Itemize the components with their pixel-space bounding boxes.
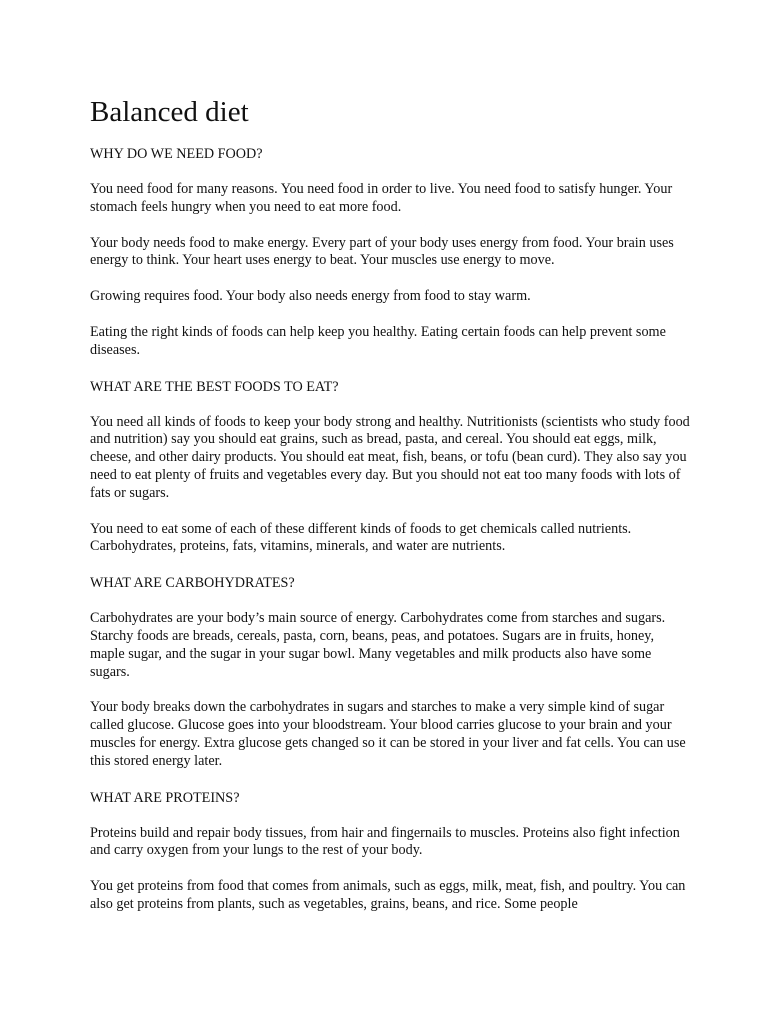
section-best-foods [90,378,690,557]
section-why-food [90,145,690,360]
section-heading: WHAT ARE THE BEST FOODS TO EAT? [90,378,339,395]
document-page [90,94,690,932]
paragraph: Growing requires food. Your body also needs energy from food to stay warm. [90,288,531,305]
paragraph: Carbohydrates are your body’s main source of energy. Carbohydrates come from starches and sugars. Starchy foods are breads, cereals, pasta, corn, beans, peas, and potatoes. Sugars are in fruits, honey, maple sugar, and the sugar in your sugar bowl. Many vegetables and milk products also have some sugars. [90,610,666,680]
section-carbohydrates [90,574,690,770]
paragraph: Your body needs food to make energy. Every part of your body uses energy from food. Your brain uses energy to think. Your heart uses energy to beat. Your muscles use energy to move. [90,234,674,269]
paragraph: Proteins build and repair body tissues, from hair and fingernails to muscles. Proteins also fight infection and carry oxygen from your lungs to the rest of your body. [90,824,680,859]
paragraph: You need all kinds of foods to keep your body strong and healthy. Nutritionists (scientists who study food and nutrition) say you should eat grains, such as bread, pasta, and cereal. You should eat eggs, milk, cheese, and other dairy products. You should eat meat, fish, beans, or tofu (bean curd). They also say you need to eat plenty of fruits and vegetables every day. But you should not eat too many foods with lots of fats or sugars. [90,413,690,501]
section-heading: WHY DO WE NEED FOOD? [90,146,263,162]
paragraph: You need food for many reasons. You need food in order to live. You need food to satisfy hunger. Your stomach feels hungry when you need to eat more food. [90,181,673,215]
document-title: Balanced diet [90,96,249,128]
paragraph: Eating the right kinds of foods can help keep you healthy. Eating certain foods can help prevent some diseases. [90,323,666,358]
paragraph: You get proteins from food that comes from animals, such as eggs, milk, meat, fish, and poultry. You can also get proteins from plants, such as vegetables, grains, beans, and rice. Some people [90,878,686,912]
section-proteins [90,789,690,914]
section-heading: WHAT ARE CARBOHYDRATES? [90,575,295,592]
paragraph: You need to eat some of each of these different kinds of foods to get chemicals called nutrients. Carbohydrates, proteins, fats, vitamins, minerals, and water are nutrients. [90,520,632,555]
section-heading: WHAT ARE PROTEINS? [90,789,240,806]
paragraph: Your body breaks down the carbohydrates in sugars and starches to make a very simple kind of sugar called glucose. Glucose goes into your bloodstream. Your blood carries glucose to your brain and your muscles for energy. Extra glucose gets changed so it can be stored in your liver and fat cells. You can use this stored energy later. [90,699,686,769]
